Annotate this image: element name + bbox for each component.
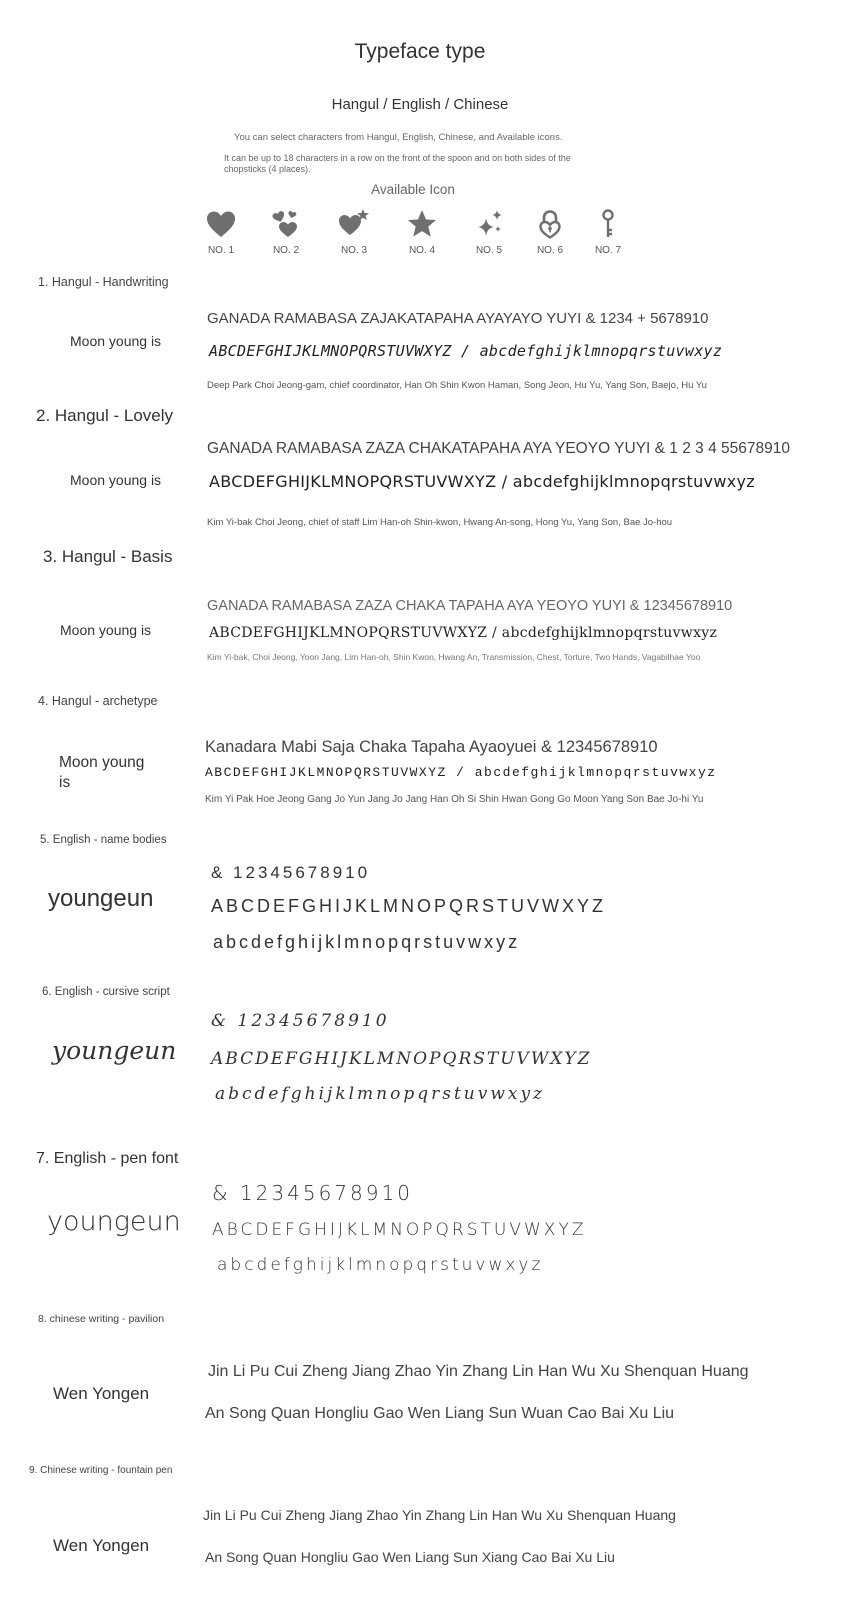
icon-option-7 bbox=[578, 208, 638, 256]
selection-note: You can select characters from Hangul, English, Chinese, and Available icons. bbox=[234, 132, 563, 143]
sample-name: Moon young is bbox=[70, 472, 162, 488]
icon-label: NO. 3 bbox=[340, 245, 368, 256]
sample-line-lowercase: abcdefghijklmnopqrstuvwxyz bbox=[217, 1255, 544, 1275]
page-title: Typeface type bbox=[354, 40, 486, 63]
sample-name: Moon young is bbox=[59, 754, 145, 791]
heart-icon bbox=[205, 208, 237, 240]
sample-line-numbers: & 12345678910 bbox=[211, 1011, 390, 1031]
section-title-english-cursive: 6. English - cursive script bbox=[42, 986, 170, 998]
sample-name: youngeun bbox=[52, 1036, 177, 1065]
sample-line-names: Jin Li Pu Cui Zheng Jiang Zhao Yin Zhang Lin Han Wu Xu Shenquan Huang bbox=[203, 1507, 676, 1523]
sample-line-alphabet: ABCDEFGHIJKLMNOPQRSTUVWXYZ / abcdefghijklmnopqrstuvwxyz bbox=[209, 625, 718, 641]
sample-line-alphabet: ABCDEFGHIJKLMNOPQRSTUVWXYZ / abcdefghijklmnopqrstuvwxyz bbox=[209, 472, 755, 491]
sparkles-icon bbox=[473, 208, 505, 240]
sample-line-names: Kim Yi Pak Hoe Jeong Gang Jo Yun Jang Jo Jang Han Oh Si Shin Hwan Gong Go Moon Yang Son Bae Jo-hi Yu bbox=[205, 794, 704, 805]
sample-line-uppercase: ABCDEFGHIJKLMNOPQRSTUVWXYZ bbox=[211, 1049, 592, 1069]
sample-name: youngeun bbox=[47, 1206, 181, 1237]
sample-line-names: Deep Park Choi Jeong-gam, chief coordinator, Han Oh Shin Kwon Haman, Song Jeon, Hu Yu, Yang Son, Baejo, Hu Yu bbox=[207, 380, 707, 391]
section-title-english-pen: 7. English - pen font bbox=[36, 1150, 179, 1167]
sample-line-names: An Song Quan Hongliu Gao Wen Liang Sun Xiang Cao Bai Xu Liu bbox=[205, 1549, 615, 1565]
sample-line-names: Jin Li Pu Cui Zheng Jiang Zhao Yin Zhang Lin Han Wu Xu Shenquan Huang bbox=[208, 1363, 749, 1380]
sample-line-lowercase: abcdefghijklmnopqrstuvwxyz bbox=[215, 1084, 546, 1104]
section-title-hangul-archetype: 4. Hangul - archetype bbox=[38, 694, 158, 708]
icon-option-2 bbox=[256, 208, 316, 256]
sample-line-names: Kim Yi-bak, Choi Jeong, Yoon Jang, Lim Han-oh, Shin Kwon, Hwang An, Transmission, Chest, Torture, Two Hands, Vagabilhae Yoo bbox=[207, 652, 701, 662]
icon-option-6 bbox=[520, 208, 580, 256]
icon-label: NO. 1 bbox=[207, 245, 235, 256]
sample-line-syllables: GANADA RAMABASA ZAZA CHAKA TAPAHA AYA YEOYO YUYI & 12345678910 bbox=[207, 598, 733, 614]
padlock-icon bbox=[534, 208, 566, 240]
icon-label: NO. 5 bbox=[475, 245, 503, 256]
sample-name: Moon young is bbox=[60, 622, 152, 638]
sample-line-uppercase: ABCDEFGHIJKLMNOPQRSTUVWXYZ bbox=[211, 896, 607, 916]
icon-label: NO. 6 bbox=[536, 245, 564, 256]
sample-line-alphabet: ABCDEFGHIJKLMNOPQRSTUVWXYZ / abcdefghijklmnopqrstuvwxyz bbox=[205, 765, 717, 780]
length-note: It can be up to 18 characters in a row on the front of the spoon and on both sides of the chopsticks (4 places). bbox=[224, 153, 571, 174]
sample-line-syllables: Kanadara Mabi Saja Chaka Tapaha Ayaoyuei & 12345678910 bbox=[205, 738, 658, 756]
icon-option-1 bbox=[191, 208, 251, 256]
icon-option-3 bbox=[324, 208, 384, 256]
section-title-hangul-handwriting: 1. Hangul - Handwriting bbox=[38, 275, 169, 289]
icon-label: NO. 2 bbox=[272, 245, 300, 256]
sample-line-syllables: GANADA RAMABASA ZAJAKATAPAHA AYAYAYO YUYI & 1234 + 5678910 bbox=[207, 310, 709, 327]
icon-option-4 bbox=[392, 208, 452, 256]
section-title-chinese-pavilion: 8. chinese writing - pavilion bbox=[38, 1313, 165, 1325]
sample-name: youngeun bbox=[48, 885, 154, 912]
sample-name: Wen Yongen bbox=[53, 1536, 150, 1555]
available-icon-heading: Available Icon bbox=[371, 182, 455, 197]
sample-line-syllables: GANADA RAMABASA ZAZA CHAKATAPAHA AYA YEOYO YUYI & 1 2 3 4 55678910 bbox=[207, 440, 790, 457]
section-title-hangul-basis: 3. Hangul - Basis bbox=[43, 547, 173, 566]
sample-line-alphabet: ABCDEFGHIJKLMNOPQRSTUVWXYZ / abcdefghijklmnopqrstuvwxyz bbox=[209, 342, 723, 360]
icon-label: NO. 4 bbox=[408, 245, 436, 256]
sample-line-uppercase: ABCDEFGHIJKLMNOPQRSTUVWXYZ bbox=[212, 1220, 587, 1240]
sample-line-numbers: & 12345678910 bbox=[212, 1181, 413, 1205]
sample-line-numbers: & 12345678910 bbox=[211, 863, 371, 882]
heart-star-icon bbox=[338, 208, 370, 240]
key-icon bbox=[592, 208, 624, 240]
icon-label: NO. 7 bbox=[594, 245, 622, 256]
section-title-english-name-bodies: 5. English - name bodies bbox=[40, 834, 167, 846]
section-title-chinese-fountain-pen: 9. Chinese writing - fountain pen bbox=[29, 1465, 173, 1476]
sample-line-names: An Song Quan Hongliu Gao Wen Liang Sun Wuan Cao Bai Xu Liu bbox=[205, 1405, 675, 1422]
icon-option-5 bbox=[459, 208, 519, 256]
star-icon bbox=[406, 208, 438, 240]
sample-name: Wen Yongen bbox=[53, 1384, 150, 1403]
sample-line-names: Kim Yi-bak Choi Jeong, chief of staff Lim Han-oh Shin-kwon, Hwang An-song, Hong Yu, Yang Son, Bae Jo-hou bbox=[207, 517, 673, 528]
page-subtitle: Hangul / English / Chinese bbox=[331, 96, 509, 113]
sample-line-lowercase: abcdefghijklmnopqrstuvwxyz bbox=[213, 932, 521, 952]
scattered-hearts-icon bbox=[270, 208, 302, 240]
section-title-hangul-lovely: 2. Hangul - Lovely bbox=[36, 406, 174, 425]
sample-name: Moon young is bbox=[70, 333, 162, 349]
